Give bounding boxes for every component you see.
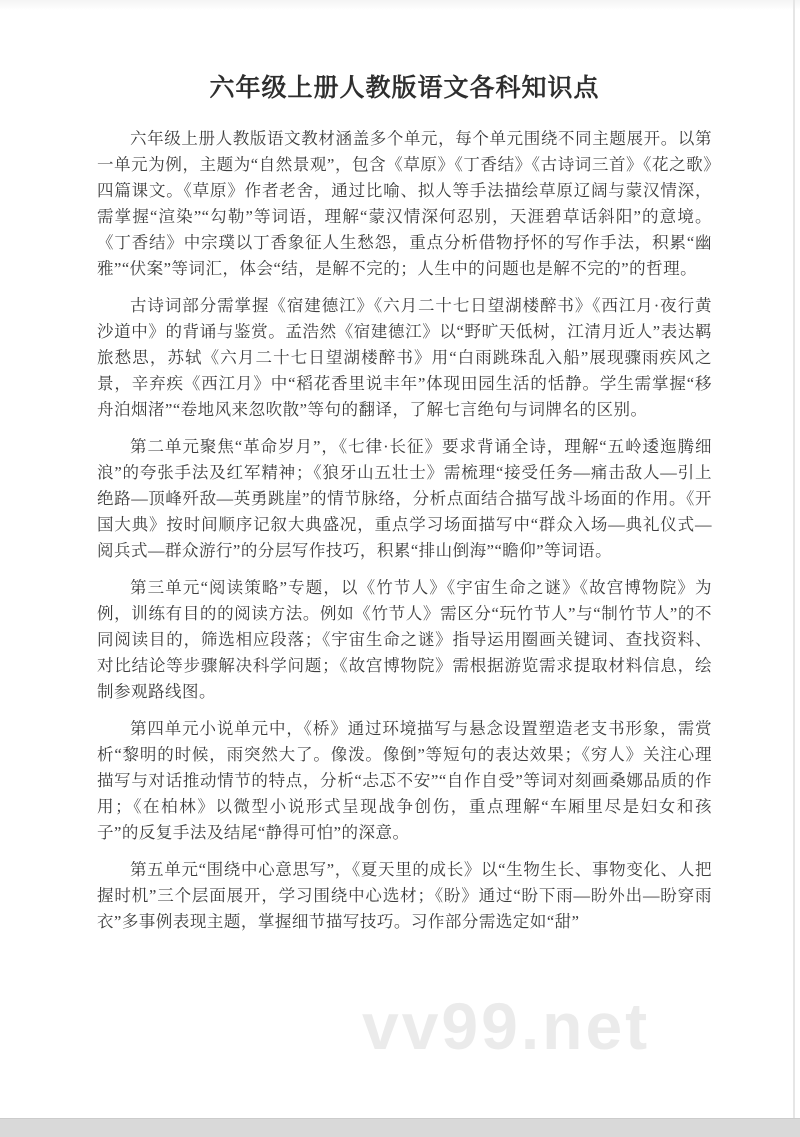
paragraph-unit5-central-idea: 第五单元“围绕中心意思写”，《夏天里的成长》以“生物生长、事物变化、人把握时机”三个层面展开，学习围绕中心选材；《盼》通过“盼下雨—盼外出—盼穿雨衣”多事例表现主题，掌握细节描写技巧。习作部分需选定如“甜” [97,860,712,931]
document-content [97,72,712,946]
scan-top-edge [0,0,800,10]
paragraph-ancient-poems: 古诗词部分需掌握《宿建德江》《六月二十七日望湖楼醉书》《西江月·夜行黄沙道中》的背诵与鉴赏。孟浩然《宿建德江》以“野旷天低树，江清月近人”表达羁旅愁思，苏轼《六月二十七日望湖楼醉书》用“白雨跳珠乱入船”展现骤雨疾风之景，辛弃疾《西江月》中“稻花香里说丰年”体现田园生活的恬静。学生需掌握“移舟泊烟渚”“卷地风来忽吹散”等句的翻译，了解七言绝句与词牌名的区别。 [97,296,712,419]
paragraph-unit3-reading-strategy: 第三单元“阅读策略”专题，以《竹节人》《宇宙生命之谜》《故宫博物院》为例，训练有目的的阅读方法。例如《竹节人》需区分“玩竹节人”与“制竹节人”的不同阅读目的，筛选相应段落；《宇宙生命之谜》指导运用圈画关键词、查找资料、对比结论等步骤解决科学问题；《故宫博物院》需根据游览需求提取材料信息，绘制参观路线图。 [97,578,712,701]
scan-bottom-edge [0,1118,800,1137]
paragraph-unit2-revolution: 第二单元聚焦“革命岁月”，《七律·长征》要求背诵全诗，理解“五岭逶迤腾细浪”的夸张手法及红军精神；《狼牙山五壮士》需梳理“接受任务—痛击敌人—引上绝路—顶峰歼敌—英勇跳崖”的情节脉络，分析点面结合描写战斗场面的作用。《开国大典》按时间顺序记叙大典盛况，重点学习场面描写中“群众入场—典礼仪式—阅兵式—群众游行”的分层写作技巧，积累“排山倒海”“瞻仰”等词语。 [97,437,712,560]
paragraph-unit1-overview: 六年级上册人教版语文教材涵盖多个单元，每个单元围绕不同主题展开。以第一单元为例，主题为“自然景观”，包含《草原》《丁香结》《古诗词三首》《花之歌》四篇课文。《草原》作者老舍，通过比喻、拟人等手法描绘草原辽阔与蒙汉情深，需掌握“渲染”“勾勒”等词语，理解“蒙汉情深何忍别，天涯碧草话斜阳”的意境。《丁香结》中宗璞以丁香象征人生愁怨，重点分析借物抒怀的写作手法，积累“幽雅”“伏案”等词汇，体会“结，是解不完的；人生中的问题也是解不完的”的哲理。 [97,129,712,278]
page-title: 六年级上册人教版语文各科知识点 [209,74,600,102]
paragraph-unit4-novels: 第四单元小说单元中，《桥》通过环境描写与悬念设置塑造老支书形象，需赏析“黎明的时候，雨突然大了。像泼。像倒”等短句的表达效果；《穷人》关注心理描写与对话推动情节的特点，分析“忐忑不安”“自作自受”等词对刻画桑娜品质的作用；《在柏林》以微型小说形式呈现战争创伤，重点理解“车厢里尽是妇女和孩子”的反复手法及结尾“静得可怕”的深意。 [97,719,712,842]
page-right-edge-line [793,0,795,1120]
watermark: vv99.net [362,989,651,1063]
